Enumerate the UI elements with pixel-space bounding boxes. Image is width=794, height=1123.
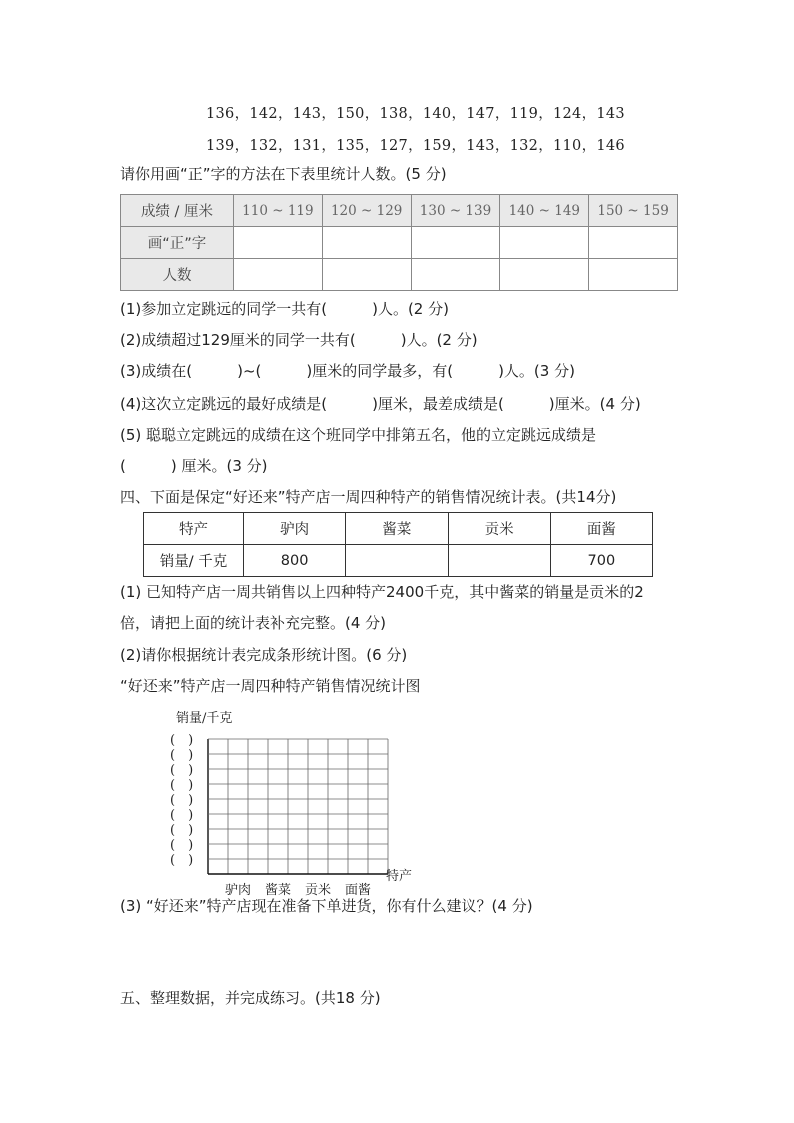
tally-cell[interactable] <box>234 227 323 259</box>
section4-q1-line2: 倍，请把上面的统计表补充完整。(4 分) <box>120 614 387 632</box>
bar-chart <box>160 708 460 898</box>
y-tick-blank[interactable]: ( ) <box>170 853 194 868</box>
sales-header-rice: 贡米 <box>448 513 550 545</box>
sales-value-donkey: 800 <box>244 545 346 577</box>
chart-ylabel: 销量/千克 <box>176 711 233 726</box>
sales-table <box>143 512 653 577</box>
y-tick-blank[interactable]: ( ) <box>170 838 194 853</box>
sales-value-pickles[interactable] <box>346 545 448 577</box>
score-tally-table <box>120 194 678 291</box>
sales-value-rice[interactable] <box>448 545 550 577</box>
y-tick-blank[interactable]: ( ) <box>170 808 194 823</box>
tally-cell[interactable] <box>500 227 589 259</box>
table1-range-3: 130 ~ 139 <box>411 195 500 227</box>
y-tick-blank[interactable]: ( ) <box>170 763 194 778</box>
data-row-1: 136，142，143，150，138，140，147，119，124，143 <box>206 106 625 122</box>
question-5-line1: (5) 聪聪立定跳远的成绩在这个班同学中排第五名，他的立定跳远成绩是 <box>120 426 597 444</box>
sales-header-product: 特产 <box>144 513 244 545</box>
y-tick-blank[interactable]: ( ) <box>170 733 194 748</box>
count-cell[interactable] <box>234 259 323 291</box>
section5-title: 五、整理数据，并完成练习。(共18 分) <box>120 989 381 1007</box>
count-cell[interactable] <box>411 259 500 291</box>
question-4: (4)这次立定跳远的最好成绩是( )厘米，最差成绩是( )厘米。(4 分) <box>120 395 641 413</box>
y-tick-blank[interactable]: ( ) <box>170 748 194 763</box>
tally-cell[interactable] <box>589 227 678 259</box>
y-tick-blank[interactable]: ( ) <box>170 793 194 808</box>
tally-cell[interactable] <box>411 227 500 259</box>
question-2: (2)成绩超过129厘米的同学一共有( )人。(2 分) <box>120 331 478 349</box>
table1-range-5: 150 ~ 159 <box>589 195 678 227</box>
sales-header-pickles: 酱菜 <box>346 513 448 545</box>
question-5-line2: ( ) 厘米。(3 分) <box>120 457 268 475</box>
table1-tally-label: 画“正”字 <box>121 227 234 259</box>
sales-row-label: 销量/ 千克 <box>144 545 244 577</box>
count-cell[interactable] <box>322 259 411 291</box>
x-category-label: 贡米 <box>304 883 332 898</box>
chart-y-ticks <box>170 733 193 868</box>
section4-chart-heading: “好还来”特产店一周四种特产销售情况统计图 <box>120 677 421 695</box>
question-1: (1)参加立定跳远的同学一共有( )人。(2 分) <box>120 300 449 318</box>
chart-xlabel: 特产 <box>386 869 413 884</box>
x-category-label: 驴肉 <box>224 883 252 898</box>
table1-range-4: 140 ~ 149 <box>500 195 589 227</box>
question-3: (3)成绩在( )~( )厘米的同学最多，有( )人。(3 分) <box>120 362 575 380</box>
instruction-text: 请你用画“正”字的方法在下表里统计人数。(5 分) <box>120 165 447 183</box>
x-category-label: 面酱 <box>344 883 372 898</box>
section4-q2: (2)请你根据统计表完成条形统计图。(6 分) <box>120 646 408 664</box>
section4-title: 四、下面是保定“好还来”特产店一周四种特产的销售情况统计表。(共14分) <box>120 488 617 506</box>
sales-header-donkey: 驴肉 <box>244 513 346 545</box>
section4-q1-line1: (1) 已知特产店一周共销售以上四种特产2400千克，其中酱菜的销量是贡米的2 <box>120 583 644 601</box>
sales-value-sauce: 700 <box>550 545 652 577</box>
chart-grid <box>208 739 388 874</box>
section4-q3: (3) “好还来”特产店现在准备下单进货，你有什么建议？(4 分) <box>120 897 533 915</box>
table1-range-2: 120 ~ 129 <box>322 195 411 227</box>
x-category-label: 酱菜 <box>264 883 292 898</box>
count-cell[interactable] <box>589 259 678 291</box>
data-row-2: 139，132，131，135，127，159，143，132，110，146 <box>206 138 625 154</box>
table1-count-label: 人数 <box>121 259 234 291</box>
table1-range-1: 110 ~ 119 <box>234 195 323 227</box>
table1-header-label: 成绩 / 厘米 <box>121 195 234 227</box>
tally-cell[interactable] <box>322 227 411 259</box>
count-cell[interactable] <box>500 259 589 291</box>
y-tick-blank[interactable]: ( ) <box>170 778 194 793</box>
sales-header-sauce: 面酱 <box>550 513 652 545</box>
y-tick-blank[interactable]: ( ) <box>170 823 194 838</box>
